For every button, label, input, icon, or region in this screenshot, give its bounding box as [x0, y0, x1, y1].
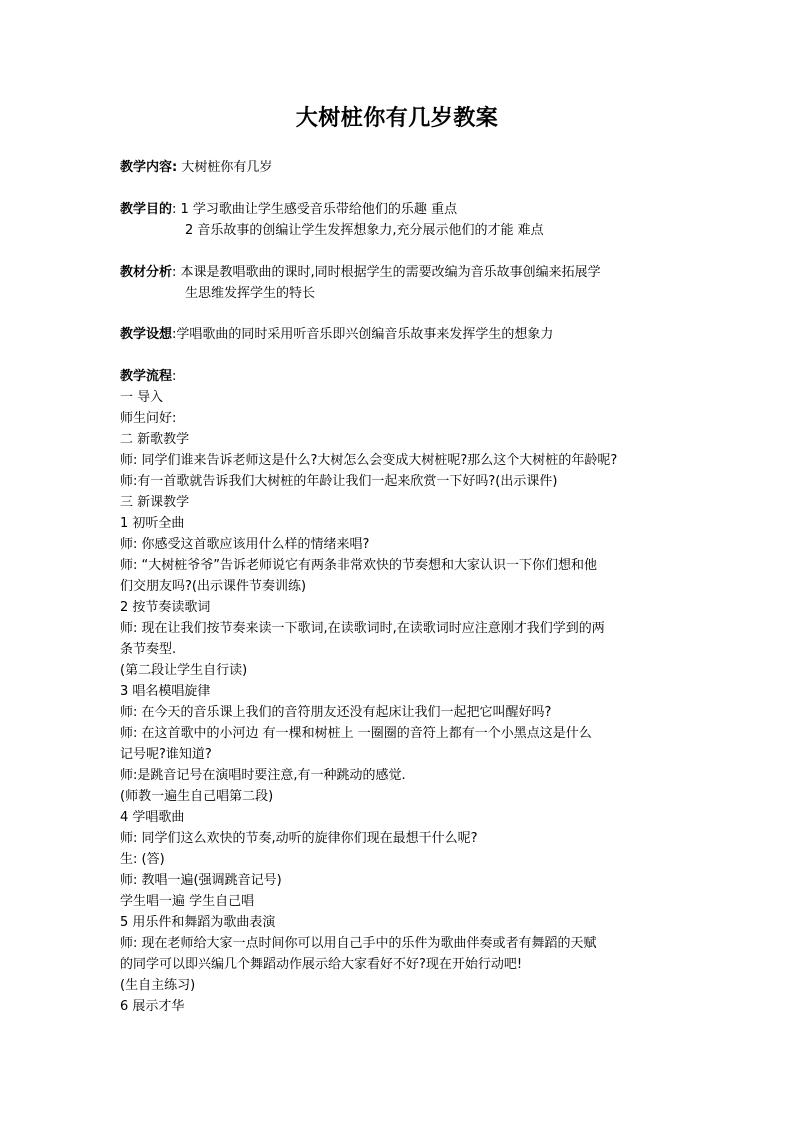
process-heading: [120, 367, 176, 387]
goals-line-2: 2 音乐故事的创编让学生发挥想象力,充分展示他们的才能 难点: [185, 223, 544, 238]
process-line: 3 唱名模唱旋律: [120, 684, 211, 699]
process-line: 生: (答): [120, 852, 165, 867]
process-line: 二 新歌教学: [120, 432, 190, 447]
process-suffix: :: [172, 369, 177, 384]
process-line: (师教一遍生自己唱第二段): [120, 789, 274, 804]
process-line: 2 按节奏读歌词: [120, 600, 211, 615]
process-line: 4 学唱歌曲: [120, 810, 185, 825]
content-value: 大树桩你有几岁: [177, 160, 273, 175]
content-label: 教学内容:: [120, 160, 178, 175]
process-line: (第二段让学生自行读): [120, 663, 248, 678]
process-line: 师:是跳音记号在演唱时要注意,有一种跳动的感觉.: [120, 768, 406, 783]
content-line: [120, 158, 272, 178]
document-title: 大树桩你有几岁教案: [295, 105, 499, 131]
process-line: 师: “大树桩爷爷”告诉老师说它有两条非常欢快的节奏想和大家认识一下你们想和他: [120, 558, 597, 573]
goals-label: 教学目的: [120, 202, 173, 217]
process-line: 记号呢?谁知道?: [120, 747, 212, 762]
process-line: 们交朋友吗?(出示课件节奏训练): [120, 579, 307, 594]
process-line: (生自主练习): [120, 978, 196, 993]
analysis-line-1: [120, 263, 601, 283]
process-line: 师: 在今天的音乐课上我们的音符朋友还没有起床让我们一起把它叫醒好吗?: [120, 705, 552, 720]
process-line: 师: 现在老师给大家一点时间你可以用自己手中的乐件为歌曲伴奏或者有舞蹈的天赋: [120, 936, 597, 951]
process-line: 的同学可以即兴编几个舞蹈动作展示给大家看好不好?现在开始行动吧!: [120, 957, 523, 972]
goals-text-1: : 1 学习歌曲让学生感受音乐带给他们的乐趣 重点: [172, 202, 458, 217]
analysis-text-1: : 本课是教唱歌曲的课时,同时根据学生的需要改编为音乐故事创编来拓展学: [172, 265, 601, 280]
analysis-label: 教材分析: [120, 265, 173, 280]
process-line: 学生唱一遍 学生自己唱: [120, 894, 255, 909]
process-line: 一 导入: [120, 390, 164, 405]
process-line: 师: 同学们谁来告诉老师这是什么?大树怎么会变成大树桩呢?那么这个大树桩的年龄呢?: [120, 453, 618, 468]
process-line: 师生问好:: [120, 411, 177, 426]
design-label: 教学设想: [120, 327, 173, 342]
process-line: 师: 你感受这首歌应该用什么样的情绪来唱?: [120, 537, 370, 552]
process-line: 条节奏型.: [120, 642, 177, 657]
process-line: 师: 在这首歌中的小河边 有一棵和树桩上 一圈圈的音符上都有一个小黑点这是什么: [120, 726, 592, 741]
process-line: 师: 教唱一遍(强调跳音记号): [120, 873, 282, 888]
process-line: 师: 同学们这么欢快的节奏,动听的旋律你们现在最想干什么呢?: [120, 831, 478, 846]
process-line: 三 新课教学: [120, 495, 190, 510]
analysis-line-2: 生思维发挥学生的特长: [185, 286, 316, 301]
process-line: 1 初听全曲: [120, 516, 185, 531]
process-label: 教学流程: [120, 369, 173, 384]
design-line: [120, 325, 553, 345]
process-line: 5 用乐件和舞蹈为歌曲表演: [120, 915, 276, 930]
process-line: 师:有一首歌就告诉我们大树桩的年龄让我们一起来欣赏一下好吗?(出示课件): [120, 474, 558, 489]
process-line: 师: 现在让我们按节奏来读一下歌词,在读歌词时,在读歌词时应注意刚才我们学到的两: [120, 621, 605, 636]
goals-line-1: [120, 200, 457, 220]
design-text: :学唱歌曲的同时采用听音乐即兴创编音乐故事来发挥学生的想象力: [172, 327, 554, 342]
process-line: 6 展示才华: [120, 999, 185, 1014]
